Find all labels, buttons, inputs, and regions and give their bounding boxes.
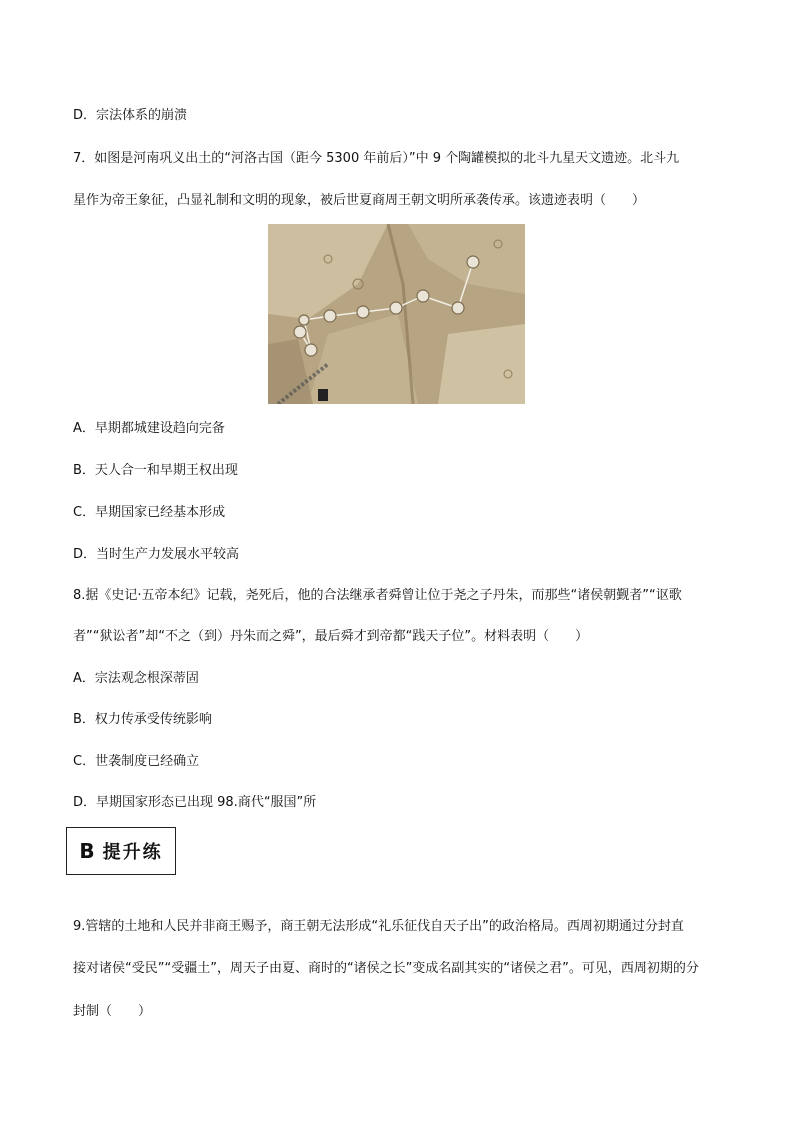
- q6-option-d: D．宗法体系的崩溃: [73, 108, 188, 123]
- section-badge: [66, 827, 176, 875]
- q7-option-d: D．当时生产力发展水平较高: [73, 547, 240, 562]
- section-title: 提升练: [102, 842, 163, 863]
- q8-option-a: A．宗法观念根深蒂固: [73, 671, 199, 686]
- big-dipper-site-photo: [268, 224, 525, 404]
- q7-option-a: A．早期都城建设趋向完备: [73, 421, 225, 436]
- q7-stem-line2: 星作为帝王象征，凸显礼制和文明的现象，被后世夏商周王朝文明所承袭传承。该遗迹表明（ ）: [73, 193, 646, 208]
- q8-option-b: B．权力传承受传统影响: [73, 712, 212, 727]
- q7-option-b: B．天人合一和早期王权出现: [73, 463, 238, 478]
- q9-stem-line1: 9.管辖的土地和人民并非商王赐予，商王朝无法形成“礼乐征伐自天子出”的政治格局。西周初期通过分封直: [73, 919, 684, 934]
- q8-stem-line2: 者”“狱讼者”却“不之（到）丹朱而之舜”，最后舜才到帝都“践天子位”。材料表明（ ）: [73, 629, 589, 644]
- q8-stem-line1: 8.据《史记·五帝本纪》记载，尧死后，他的合法继承者舜曾让位于尧之子丹朱，而那些“诸侯朝觐者”“讴歌: [73, 588, 682, 603]
- site-photo-illustration: [268, 224, 525, 404]
- q9-stem-line3: 封制（ ）: [73, 1004, 152, 1019]
- q9-stem-line2: 接对诸侯“受民”“受疆土”，周天子由夏、商时的“诸侯之长”变成名副其实的“诸侯之君”。可见，西周初期的分: [73, 961, 699, 976]
- section-letter: B: [79, 839, 97, 863]
- q7-option-c: C．早期国家已经基本形成: [73, 505, 226, 520]
- q8-option-d: D．早期国家形态已出现 98.商代“服国”所: [73, 795, 317, 810]
- q7-stem-line1: 7．如图是河南巩义出土的“河洛古国（距今 5300 年前后）”中 9 个陶罐模拟的北斗九星天文遗迹。北斗九: [73, 151, 680, 166]
- q8-option-c: C．世袭制度已经确立: [73, 754, 200, 769]
